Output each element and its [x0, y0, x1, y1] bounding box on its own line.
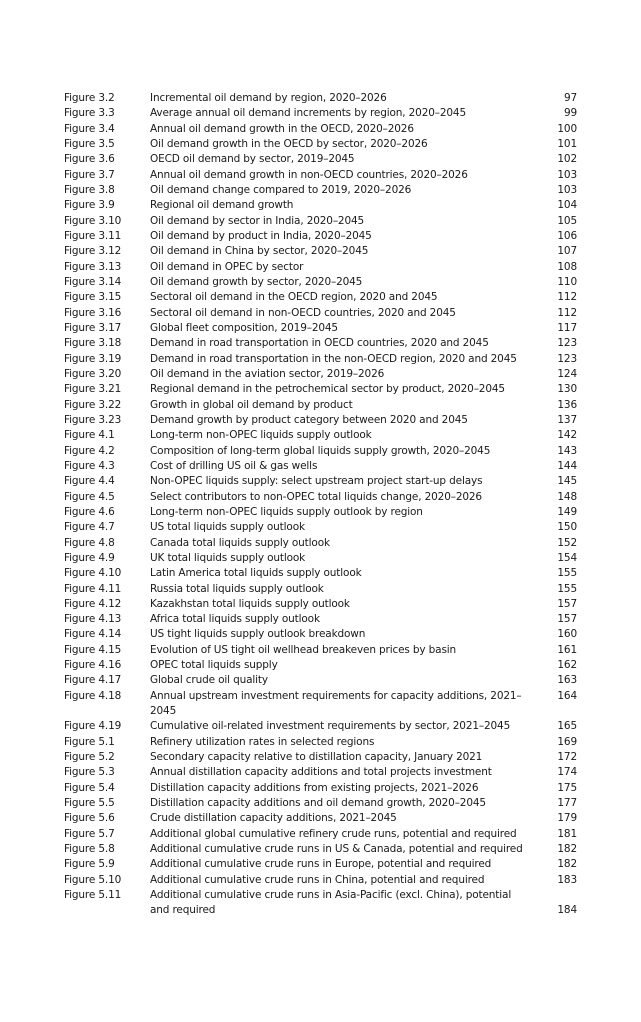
page-number: 108 — [557, 260, 577, 273]
figure-title: Annual oil demand growth in non-OECD countries, 2020–2026 — [150, 168, 468, 181]
figure-title: Average annual oil demand increments by region, 2020–2045 — [150, 107, 466, 120]
page-number: 117 — [557, 321, 577, 334]
figure-title: Oil demand in OPEC by sector — [150, 260, 304, 273]
figure-entry — [64, 842, 577, 857]
page-number: 149 — [557, 505, 577, 518]
page-number: 145 — [557, 475, 577, 488]
figure-entry — [64, 229, 577, 244]
page-number: 112 — [557, 306, 577, 319]
page-number: 182 — [557, 843, 577, 856]
page-number: 110 — [557, 275, 577, 288]
figure-number: Figure 3.23 — [64, 413, 122, 426]
figure-title: Composition of long-term global liquids supply growth, 2020–2045 — [150, 444, 491, 457]
figure-title: Additional cumulative crude runs in Europe, potential and required — [150, 858, 492, 871]
figure-entry — [64, 352, 577, 367]
figure-entry — [64, 505, 577, 520]
page-number: 101 — [557, 137, 577, 150]
figure-number: Figure 5.8 — [64, 843, 115, 856]
figure-title: Annual upstream investment requirements for capacity additions, 2021–2045 — [150, 689, 522, 718]
page-number: 143 — [557, 444, 577, 457]
figure-number: Figure 4.6 — [64, 505, 115, 518]
figure-number: Figure 3.7 — [64, 168, 115, 181]
figure-entry — [64, 306, 577, 321]
figure-entry — [64, 888, 577, 919]
page-number: 164 — [557, 689, 577, 702]
figure-title: Refinery utilization rates in selected regions — [150, 735, 375, 748]
figure-entry — [64, 413, 577, 428]
figure-entry — [64, 658, 577, 673]
figure-entry — [64, 321, 577, 336]
figure-title: Kazakhstan total liquids supply outlook — [150, 597, 350, 610]
page-number: 105 — [557, 214, 577, 227]
figure-entry — [64, 566, 577, 581]
figure-number: Figure 3.4 — [64, 122, 115, 135]
page-number: 165 — [557, 720, 577, 733]
figure-number: Figure 4.9 — [64, 551, 115, 564]
figure-number: Figure 5.4 — [64, 781, 115, 794]
figure-title: Select contributors to non-OPEC total liquids change, 2020–2026 — [150, 490, 482, 503]
figure-entry — [64, 183, 577, 198]
figure-entry — [64, 459, 577, 474]
figure-number: Figure 4.11 — [64, 582, 122, 595]
figure-title: Oil demand by product in India, 2020–2045 — [150, 229, 372, 242]
figure-entry — [64, 597, 577, 612]
figure-entry — [64, 336, 577, 351]
figure-title: Non-OPEC liquids supply: select upstream project start-up delays — [150, 475, 483, 488]
figure-number: Figure 4.14 — [64, 628, 122, 641]
figure-number: Figure 3.21 — [64, 383, 122, 396]
page-number: 144 — [557, 459, 577, 472]
figure-number: Figure 5.3 — [64, 766, 115, 779]
page-number: 152 — [557, 536, 577, 549]
figure-entry — [64, 398, 577, 413]
figure-number: Figure 3.19 — [64, 352, 122, 365]
figure-entry — [64, 719, 577, 734]
page-number: 112 — [557, 291, 577, 304]
figure-number: Figure 5.5 — [64, 797, 115, 810]
page-number: 99 — [563, 107, 577, 120]
page-number: 182 — [557, 858, 577, 871]
page-number: 183 — [557, 873, 577, 886]
figure-number: Figure 3.12 — [64, 245, 122, 258]
figure-entry — [64, 796, 577, 811]
figure-title: Annual oil demand growth in the OECD, 2020–2026 — [150, 122, 414, 135]
figure-entry — [64, 582, 577, 597]
figure-number: Figure 4.16 — [64, 659, 122, 672]
figure-number: Figure 3.9 — [64, 199, 115, 212]
figure-entry — [64, 474, 577, 489]
figure-title: US tight liquids supply outlook breakdown — [150, 628, 366, 641]
figure-title: Annual distillation capacity additions and total projects investment — [150, 766, 492, 779]
figure-entry — [64, 536, 577, 551]
figure-entry — [64, 735, 577, 750]
figure-entry — [64, 367, 577, 382]
figure-title: US total liquids supply outlook — [150, 521, 305, 534]
page-number: 154 — [557, 551, 577, 564]
figure-title: Demand in road transportation in the non-OECD region, 2020 and 2045 — [150, 352, 517, 365]
figure-title: Additional cumulative crude runs in China, potential and required — [150, 873, 485, 886]
figure-number: Figure 3.5 — [64, 137, 115, 150]
figure-entry — [64, 612, 577, 627]
figure-number: Figure 4.5 — [64, 490, 115, 503]
figure-number: Figure 4.13 — [64, 613, 122, 626]
page-number: 97 — [563, 92, 577, 104]
figure-number: Figure 4.19 — [64, 720, 122, 733]
figure-entry — [64, 643, 577, 658]
figure-entry — [64, 168, 577, 183]
figure-number: Figure 3.22 — [64, 398, 122, 411]
page-number: 161 — [557, 643, 577, 656]
page-number: 103 — [557, 183, 577, 196]
page-number: 148 — [557, 490, 577, 503]
figure-number: Figure 5.2 — [64, 751, 115, 764]
page-number: 160 — [557, 628, 577, 641]
figure-number: Figure 4.10 — [64, 567, 122, 580]
figure-title: Distillation capacity additions and oil demand growth, 2020–2045 — [150, 797, 486, 810]
page-number: 162 — [557, 659, 577, 672]
figure-entry — [64, 689, 577, 720]
figure-title: Long-term non-OPEC liquids supply outlook by region — [150, 505, 423, 518]
figure-entry — [64, 873, 577, 888]
page-number: 104 — [557, 199, 577, 212]
figure-number: Figure 4.8 — [64, 536, 115, 549]
figure-entry — [64, 444, 577, 459]
figure-title: Demand growth by product category between 2020 and 2045 — [150, 413, 468, 426]
page-number: 142 — [557, 429, 577, 442]
figure-number: Figure 4.4 — [64, 475, 115, 488]
figure-title: OECD oil demand by sector, 2019–2045 — [150, 153, 355, 166]
figure-title: Crude distillation capacity additions, 2021–2045 — [150, 812, 397, 825]
figure-number: Figure 3.8 — [64, 183, 115, 196]
page-number: 123 — [557, 337, 577, 350]
figure-entry — [64, 811, 577, 826]
figure-title: Cost of drilling US oil & gas wells — [150, 459, 318, 472]
page-number: 181 — [557, 827, 577, 840]
page-number: 137 — [557, 413, 577, 426]
figure-title: UK total liquids supply outlook — [150, 551, 306, 564]
figure-entry — [64, 490, 577, 505]
figure-number: Figure 4.15 — [64, 643, 122, 656]
figure-title: Sectoral oil demand in the OECD region, 2020 and 2045 — [150, 291, 438, 304]
figure-title: Long-term non-OPEC liquids supply outlook — [150, 429, 372, 442]
figure-number: Figure 5.10 — [64, 873, 122, 886]
page-number: 102 — [557, 153, 577, 166]
figure-title: Oil demand growth by sector, 2020–2045 — [150, 275, 363, 288]
page-number: 172 — [557, 751, 577, 764]
figure-title: Africa total liquids supply outlook — [150, 613, 320, 626]
figure-title: Global crude oil quality — [150, 674, 268, 687]
figure-entry — [64, 551, 577, 566]
figure-number: Figure 5.1 — [64, 735, 115, 748]
figure-number: Figure 3.3 — [64, 107, 115, 120]
figure-title: Regional demand in the petrochemical sector by product, 2020–2045 — [150, 383, 505, 396]
figure-title: Secondary capacity relative to distillation capacity, January 2021 — [150, 751, 483, 764]
figure-number: Figure 3.15 — [64, 291, 122, 304]
figure-entry — [64, 91, 577, 106]
figure-entry — [64, 137, 577, 152]
figure-number: Figure 4.2 — [64, 444, 115, 457]
figure-entry — [64, 244, 577, 259]
figure-number: Figure 3.16 — [64, 306, 122, 319]
figure-title: Regional oil demand growth — [150, 199, 294, 212]
page-number: 124 — [557, 367, 577, 380]
page-number: 107 — [557, 245, 577, 258]
page-number: 175 — [557, 781, 577, 794]
figure-number: Figure 5.11 — [64, 889, 122, 902]
figure-number: Figure 3.2 — [64, 92, 115, 104]
figure-entry — [64, 827, 577, 842]
figure-entry — [64, 428, 577, 443]
figure-entry — [64, 122, 577, 137]
figure-number: Figure 3.13 — [64, 260, 122, 273]
page-number: 155 — [557, 582, 577, 595]
figure-title: Growth in global oil demand by product — [150, 398, 353, 411]
page-number: 103 — [557, 168, 577, 181]
figure-title: Incremental oil demand by region, 2020–2026 — [150, 92, 387, 104]
figure-number: Figure 3.11 — [64, 229, 122, 242]
figure-title: Oil demand in the aviation sector, 2019–2026 — [150, 367, 385, 380]
figure-entry — [64, 781, 577, 796]
figure-number: Figure 5.6 — [64, 812, 115, 825]
figure-number: Figure 3.17 — [64, 321, 122, 334]
figure-title: Oil demand in China by sector, 2020–2045 — [150, 245, 369, 258]
page-number: 174 — [557, 766, 577, 779]
figure-entry — [64, 260, 577, 275]
figure-title: Additional cumulative crude runs in US & Canada, potential and required — [150, 843, 523, 856]
figure-title: Oil demand by sector in India, 2020–2045 — [150, 214, 365, 227]
figure-number: Figure 4.7 — [64, 521, 115, 534]
figure-number: Figure 4.17 — [64, 674, 122, 687]
page-number: 123 — [557, 352, 577, 365]
page-number: 100 — [557, 122, 577, 135]
figure-title: Demand in road transportation in OECD countries, 2020 and 2045 — [150, 337, 489, 350]
figure-title: Oil demand change compared to 2019, 2020–2026 — [150, 183, 412, 196]
figure-entry — [64, 152, 577, 167]
figure-entry — [64, 750, 577, 765]
figure-entry — [64, 106, 577, 121]
page-number: 157 — [557, 597, 577, 610]
figure-title: Latin America total liquids supply outlook — [150, 567, 362, 580]
figure-number: Figure 5.7 — [64, 827, 115, 840]
figure-entry — [64, 382, 577, 397]
figure-title: Additional cumulative crude runs in Asia-Pacific (excl. China), potential and required — [150, 889, 512, 917]
figure-number: Figure 4.3 — [64, 459, 115, 472]
page-number: 169 — [557, 735, 577, 748]
figure-title: Sectoral oil demand in non-OECD countries, 2020 and 2045 — [150, 306, 456, 319]
page-number: 157 — [557, 613, 577, 626]
figure-title: Canada total liquids supply outlook — [150, 536, 330, 549]
list-of-figures — [64, 91, 577, 919]
figure-entry — [64, 857, 577, 872]
figure-entry — [64, 214, 577, 229]
figure-number: Figure 3.20 — [64, 367, 122, 380]
figure-title: Oil demand growth in the OECD by sector, 2020–2026 — [150, 137, 428, 150]
page-number: 177 — [557, 797, 577, 810]
figure-number: Figure 3.14 — [64, 275, 122, 288]
page-number: 106 — [557, 229, 577, 242]
page-number: 155 — [557, 567, 577, 580]
figure-number: Figure 3.10 — [64, 214, 122, 227]
page-number: 163 — [557, 674, 577, 687]
figure-title: Cumulative oil-related investment requirements by sector, 2021–2045 — [150, 720, 511, 733]
figure-entry — [64, 673, 577, 688]
figure-entry — [64, 520, 577, 535]
figure-title: Distillation capacity additions from existing projects, 2021–2026 — [150, 781, 479, 794]
page-number: 179 — [557, 812, 577, 825]
figure-entry — [64, 275, 577, 290]
figure-number: Figure 3.18 — [64, 337, 122, 350]
figure-title: Global fleet composition, 2019–2045 — [150, 321, 338, 334]
figure-number: Figure 3.6 — [64, 153, 115, 166]
figure-entry — [64, 290, 577, 305]
page-number: 150 — [557, 521, 577, 534]
page-number: 136 — [557, 398, 577, 411]
figure-entry — [64, 198, 577, 213]
figure-title: OPEC total liquids supply — [150, 659, 278, 672]
figure-number: Figure 4.1 — [64, 429, 115, 442]
figure-number: Figure 4.18 — [64, 689, 122, 702]
figure-title: Additional global cumulative refinery crude runs, potential and required — [150, 827, 517, 840]
figure-number: Figure 4.12 — [64, 597, 122, 610]
figure-entry — [64, 765, 577, 780]
figure-entry — [64, 627, 577, 642]
page-number: 184 — [557, 904, 577, 917]
page-number: 130 — [557, 383, 577, 396]
figure-title: Evolution of US tight oil wellhead breakeven prices by basin — [150, 643, 457, 656]
figure-number: Figure 5.9 — [64, 858, 115, 871]
figure-title: Russia total liquids supply outlook — [150, 582, 324, 595]
